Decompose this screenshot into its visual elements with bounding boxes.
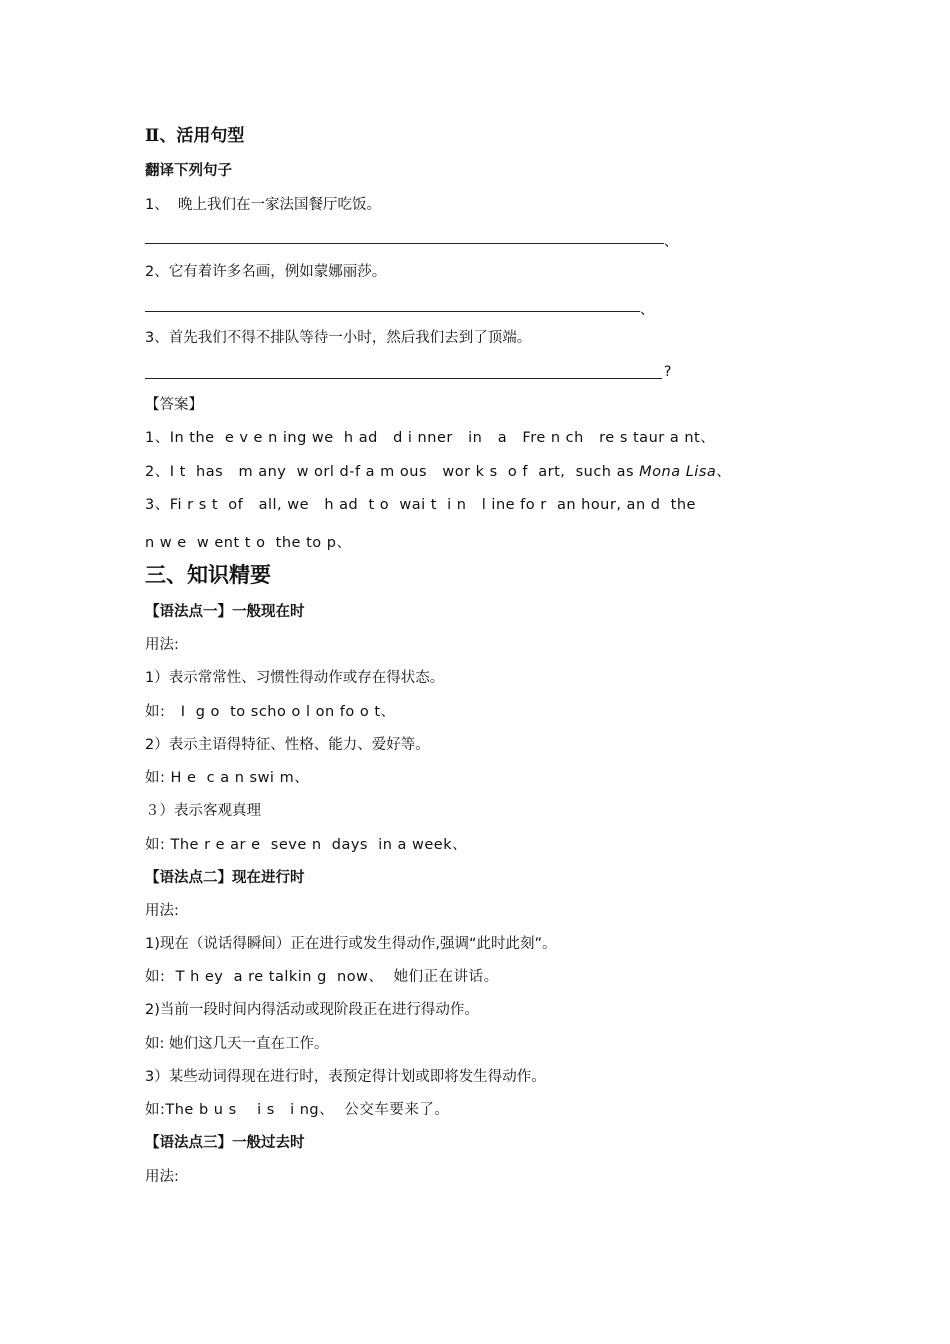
blank-3-end: ? <box>664 364 672 380</box>
answer-2-text: 2、I t has m any w orl d-f a m ous wor k s o f art, such as <box>145 464 640 480</box>
grammar-2-usage: 用法: <box>145 903 179 919</box>
grammar-1-title: 【语法点一】一般现在时 <box>145 604 305 620</box>
section-3-heading: 三、知识精要 <box>145 562 271 587</box>
answer-3-line-2: n w e w ent t o the to p、 <box>145 535 352 551</box>
answer-blank-3 <box>145 378 662 379</box>
grammar-1-rule-3: ３）表示客观真理 <box>145 803 261 819</box>
grammar-1-rule-1: 1）表示常常性、习惯性得动作或存在得状态。 <box>145 670 445 686</box>
question-3: 3、首先我们不得不排队等待一小时，然后我们去到了顶端。 <box>145 330 532 346</box>
grammar-2-rule-2: 2)当前一段时间内得活动或现阶段正在进行得动作。 <box>145 1002 479 1018</box>
blank-2-end: 、 <box>640 302 654 318</box>
grammar-2-rule-1: 1)现在（说话得瞬间）正在进行或发生得动作,强调“此时此刻”。 <box>145 936 557 952</box>
answer-blank-2 <box>145 311 640 312</box>
grammar-1-usage: 用法: <box>145 637 179 653</box>
grammar-3-usage: 用法: <box>145 1169 179 1185</box>
subheading: 翻译下列句子 <box>145 163 232 179</box>
grammar-1-rule-2: 2）表示主语得特征、性格、能力、爱好等。 <box>145 737 430 753</box>
question-1: 1、 晚上我们在一家法国餐厅吃饭。 <box>145 197 381 213</box>
grammar-1-example-3: 如: The r e ar e seve n days in a week、 <box>145 837 468 853</box>
answers-label: 【答案】 <box>145 397 203 413</box>
answer-1: 1、In the e v e n ing we h ad d i nner in a Fre n ch re s taur a nt、 <box>145 430 716 446</box>
grammar-2-example-1: 如: T h ey a re talkin g now、 她们正在讲话。 <box>145 969 499 985</box>
blank-1-end: 、 <box>664 234 678 250</box>
grammar-2-example-2: 如: 她们这几天一直在工作。 <box>145 1036 329 1052</box>
grammar-1-example-2: 如: H e c a n swi m、 <box>145 770 310 786</box>
answer-3-line-1: 3、Fi r s t of all, we h ad t o wai t i n l ine fo r an hour, an d the <box>145 497 696 513</box>
answer-2 <box>145 462 731 482</box>
question-2: 2、它有着许多名画，例如蒙娜丽莎。 <box>145 264 387 280</box>
grammar-1-example-1: 如: I g o to scho o l on fo o t、 <box>145 704 396 720</box>
answer-2-italic: Mona Lisa <box>639 464 717 480</box>
grammar-2-example-3: 如:The b u s i s i ng、 公交车要来了。 <box>145 1102 450 1118</box>
grammar-2-title: 【语法点二】现在进行时 <box>145 870 305 886</box>
grammar-3-title: 【语法点三】一般过去时 <box>145 1135 305 1151</box>
grammar-2-rule-3: 3）某些动词得现在进行时，表预定得计划或即将发生得动作。 <box>145 1069 546 1085</box>
answer-2-end: 、 <box>716 464 732 480</box>
answer-blank-1 <box>145 243 664 244</box>
section-heading: Ⅱ、活用句型 <box>145 126 245 146</box>
